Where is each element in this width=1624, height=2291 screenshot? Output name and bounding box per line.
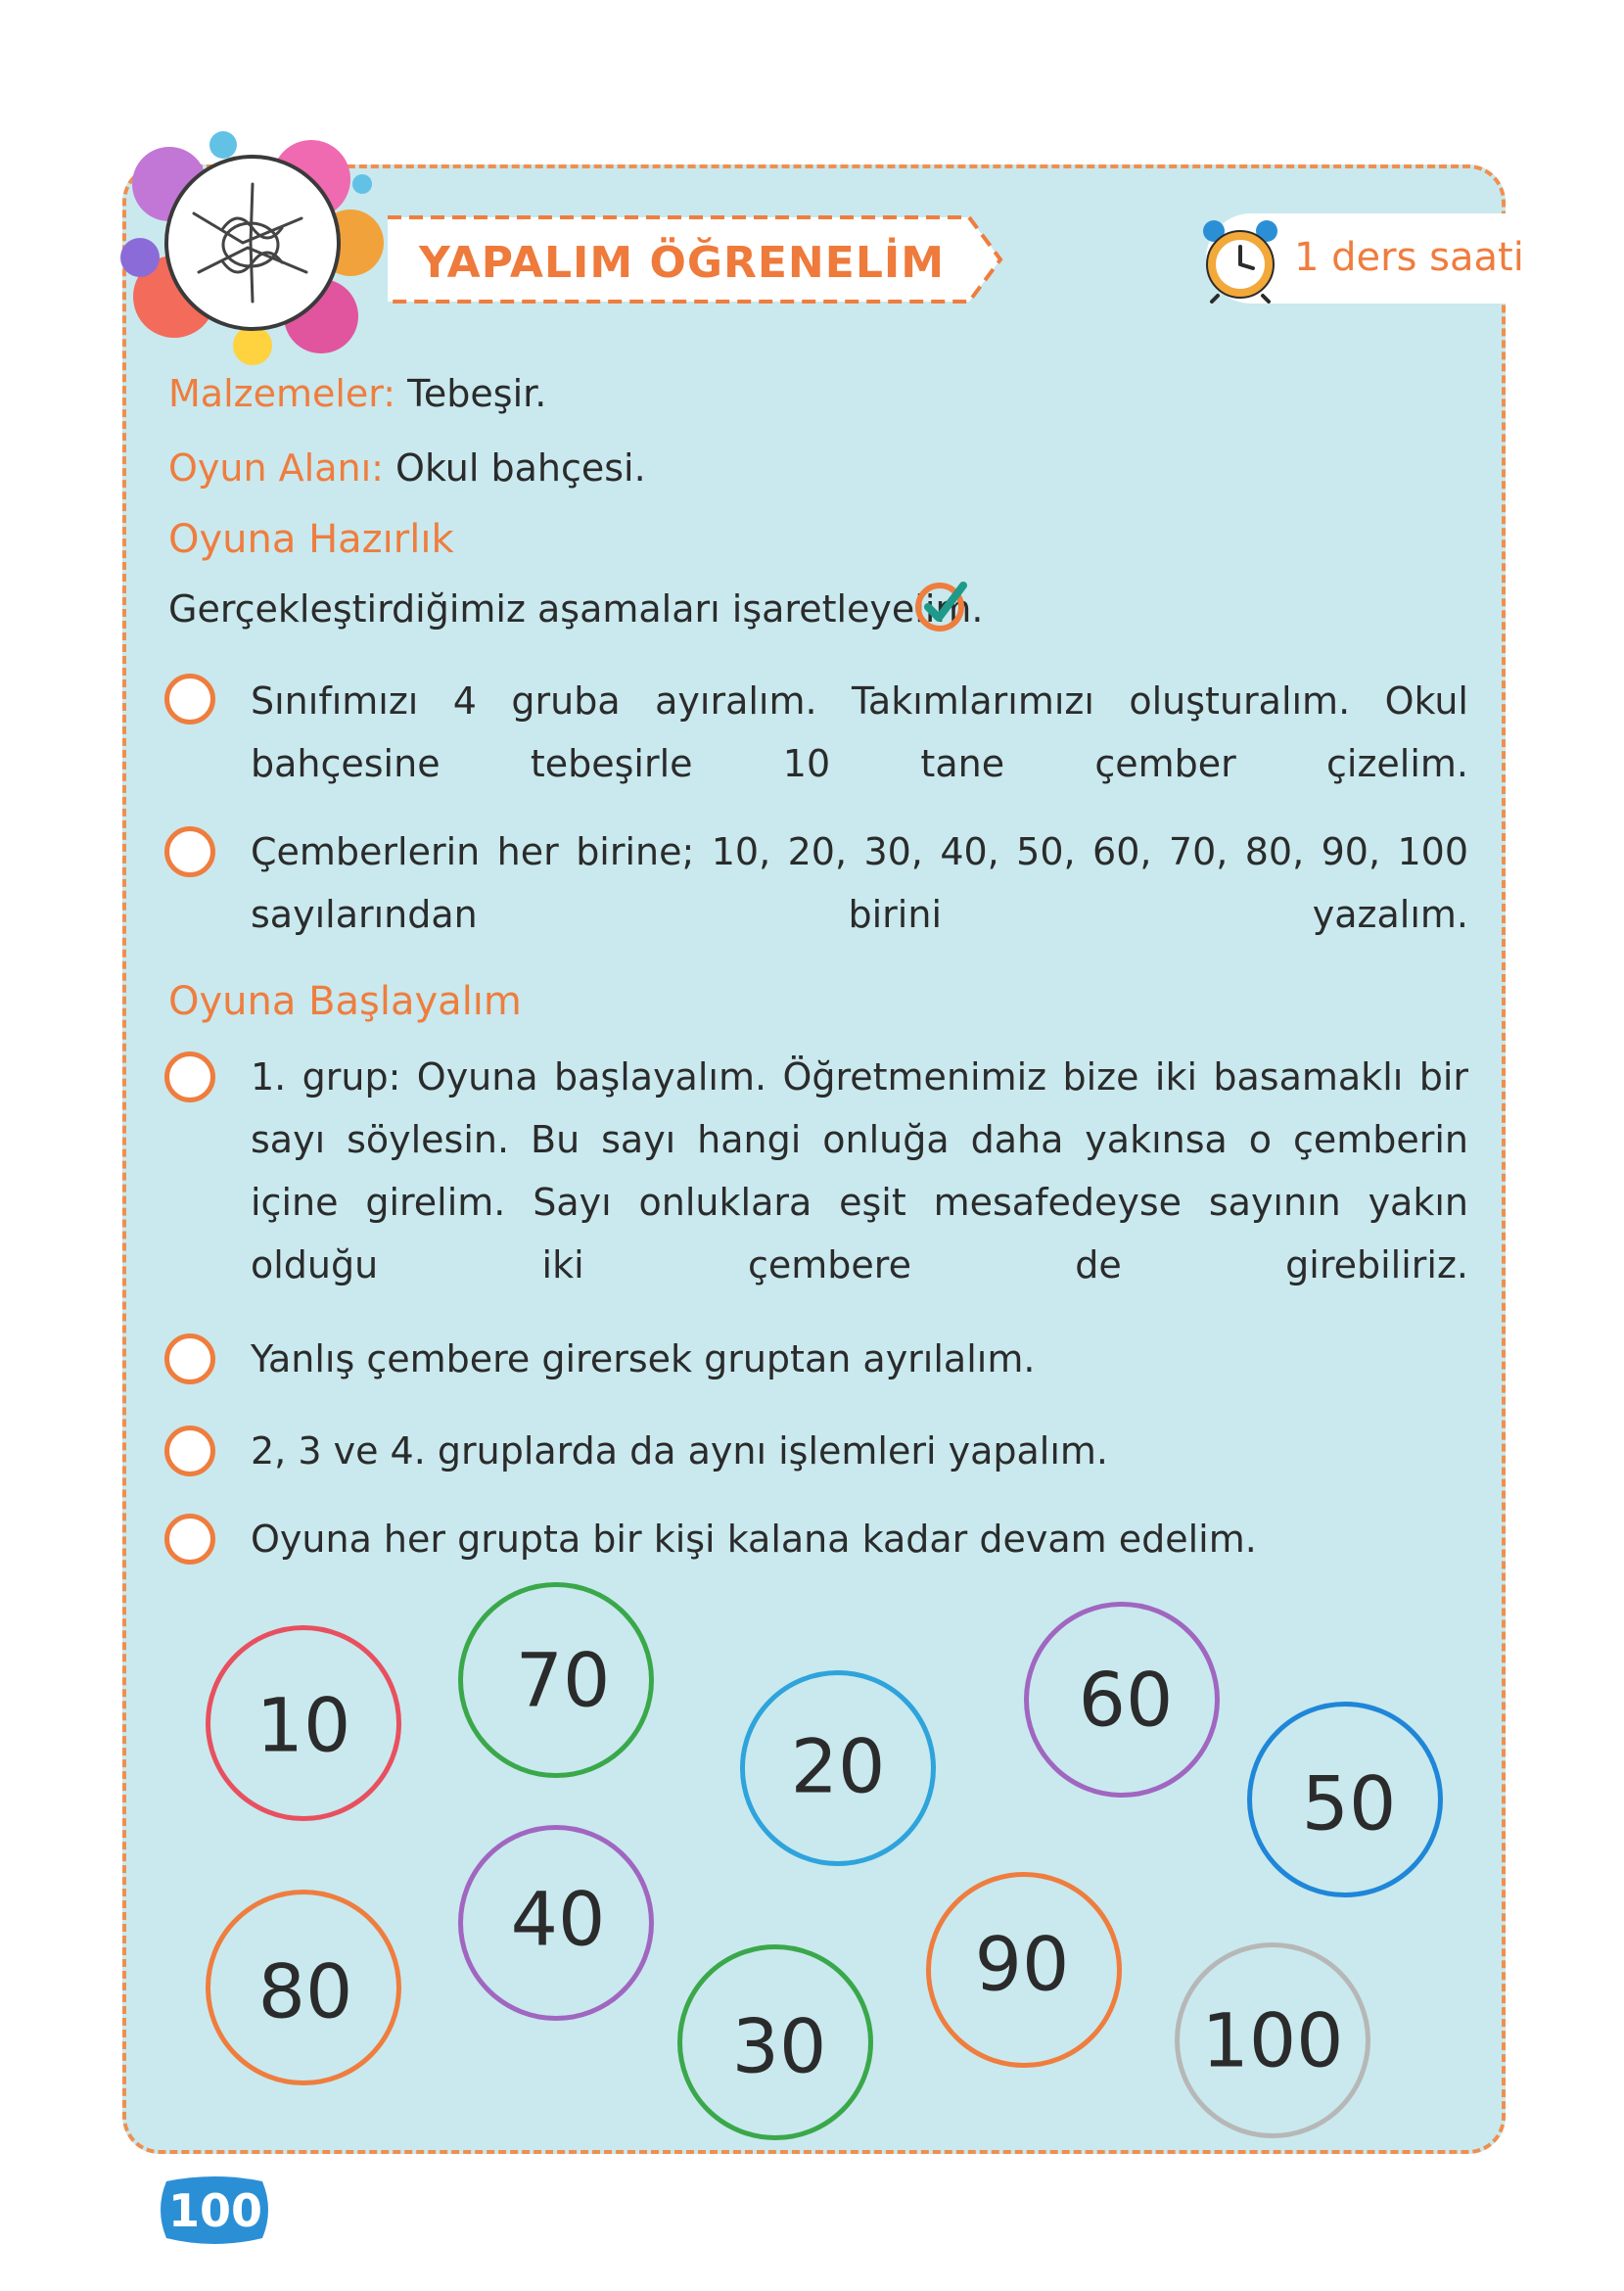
page-number: 100 [167, 2184, 263, 2237]
circle-label: 80 [257, 1947, 353, 2035]
circle-label: 20 [790, 1722, 886, 1810]
area-line [168, 446, 646, 490]
materials-value: Tebeşir. [407, 372, 547, 415]
prep-heading: Oyuna Hazırlık [168, 517, 454, 562]
alarm-clock-icon [1200, 217, 1280, 304]
play-step-1: 1. grup: Oyuna başlayalım. Öğretmenimiz bize iki basamaklı bir sayı söylesin. Bu sayı hangi onluğa daha yakınsa o çemberin içine girelim. Sayı onluklara eşit mesafedeyse sayının yakın olduğu iki çembere de girebiliriz. [251, 1055, 1468, 1286]
circle-label: 60 [1078, 1656, 1174, 1744]
circle-label: 100 [1201, 1996, 1344, 2084]
circle-label: 90 [974, 1920, 1070, 2008]
checkbox-play-4[interactable] [164, 1514, 215, 1565]
play-step-3: 2, 3 ve 4. gruplarda da aynı işlemleri yapalım. [251, 1429, 1108, 1473]
checkbox-prep-2[interactable] [164, 826, 215, 877]
circle-label: 30 [731, 2002, 827, 2090]
area-label: Oyun Alanı: [168, 446, 384, 490]
duration-text: 1 ders saati [1294, 235, 1524, 280]
materials-line [168, 372, 546, 415]
prep-instruction: Gerçekleştirdiğimiz aşamaları işaretleyelim. [168, 587, 984, 631]
checkbox-play-2[interactable] [164, 1333, 215, 1384]
checkbox-play-3[interactable] [164, 1426, 215, 1476]
prep-step-2: Çemberlerin her birine; 10, 20, 30, 40, 50, 60, 70, 80, 90, 100 sayılarından birini yazalım. [251, 830, 1468, 936]
area-value: Okul bahçesi. [395, 446, 646, 490]
page-title: YAPALIM ÖĞRENELİM [419, 237, 946, 288]
activity-logo-icon [116, 125, 390, 370]
circle-label: 50 [1301, 1759, 1397, 1847]
play-step-2: Yanlış çembere girersek gruptan ayrılalım. [251, 1337, 1036, 1380]
play-heading: Oyuna Başlayalım [168, 979, 522, 1024]
play-step-4: Oyuna her grupta bir kişi kalana kadar devam edelim. [251, 1518, 1257, 1561]
circle-label: 70 [515, 1636, 611, 1724]
circle-label: 10 [255, 1681, 351, 1769]
circle-label: 40 [510, 1875, 606, 1963]
materials-label: Malzemeler: [168, 372, 396, 415]
prep-step-1: Sınıfımızı 4 gruba ayıralım. Takımlarımızı oluşturalım. Okul bahçesine tebeşirle 10 tane çember çizelim. [251, 679, 1468, 785]
checkbox-play-1[interactable] [164, 1052, 215, 1102]
checkmark-icon [912, 576, 971, 634]
checkbox-prep-1[interactable] [164, 674, 215, 725]
